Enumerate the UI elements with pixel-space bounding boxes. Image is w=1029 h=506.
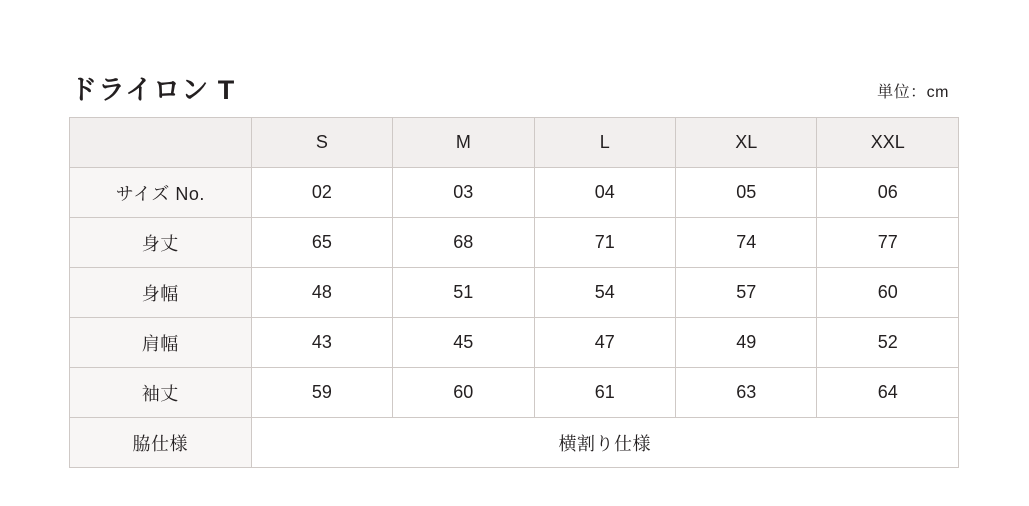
cell-body-width-m: 51 <box>393 268 534 318</box>
row-label-body-length: 身丈 <box>70 218 252 268</box>
cell-body-width-xxl: 60 <box>817 268 959 318</box>
row-label-size-no: サイズ No. <box>70 168 252 218</box>
table-row <box>70 168 959 218</box>
cell-body-width-xl: 57 <box>676 268 817 318</box>
row-label-shoulder-width: 肩幅 <box>70 318 252 368</box>
cell-sleeve-length-xl: 63 <box>676 368 817 418</box>
cell-shoulder-width-xxl: 52 <box>817 318 959 368</box>
table-row <box>70 418 959 468</box>
cell-side-spec-value: 横割り仕様 <box>251 418 958 468</box>
size-table <box>69 117 959 468</box>
table-head <box>70 118 959 168</box>
cell-body-length-m: 68 <box>393 218 534 268</box>
page-title: ドライロン T <box>70 75 236 105</box>
row-label-side-spec: 脇仕様 <box>70 418 252 468</box>
column-header-s: S <box>251 118 392 168</box>
cell-size-no-l: 04 <box>534 168 675 218</box>
table-row <box>70 368 959 418</box>
cell-size-no-m: 03 <box>393 168 534 218</box>
cell-shoulder-width-m: 45 <box>393 318 534 368</box>
row-label-body-width: 身幅 <box>70 268 252 318</box>
cell-sleeve-length-l: 61 <box>534 368 675 418</box>
cell-body-width-s: 48 <box>251 268 392 318</box>
column-header-xl: XL <box>676 118 817 168</box>
row-label-sleeve-length: 袖丈 <box>70 368 252 418</box>
cell-shoulder-width-s: 43 <box>251 318 392 368</box>
chart-header <box>70 58 949 104</box>
cell-size-no-s: 02 <box>251 168 392 218</box>
cell-size-no-xxl: 06 <box>817 168 959 218</box>
cell-body-length-s: 65 <box>251 218 392 268</box>
cell-shoulder-width-l: 47 <box>534 318 675 368</box>
table-row <box>70 318 959 368</box>
cell-body-length-xxl: 77 <box>817 218 959 268</box>
column-header-l: L <box>534 118 675 168</box>
column-header-m: M <box>393 118 534 168</box>
table-corner-cell <box>70 118 252 168</box>
cell-body-width-l: 54 <box>534 268 675 318</box>
unit-note: 単位：cm <box>877 84 949 101</box>
cell-body-length-xl: 74 <box>676 218 817 268</box>
table-body <box>70 168 959 468</box>
table-header-row <box>70 118 959 168</box>
cell-sleeve-length-s: 59 <box>251 368 392 418</box>
cell-sleeve-length-m: 60 <box>393 368 534 418</box>
cell-shoulder-width-xl: 49 <box>676 318 817 368</box>
cell-sleeve-length-xxl: 64 <box>817 368 959 418</box>
cell-size-no-xl: 05 <box>676 168 817 218</box>
column-header-xxl: XXL <box>817 118 959 168</box>
cell-body-length-l: 71 <box>534 218 675 268</box>
table-row <box>70 268 959 318</box>
table-row <box>70 218 959 268</box>
